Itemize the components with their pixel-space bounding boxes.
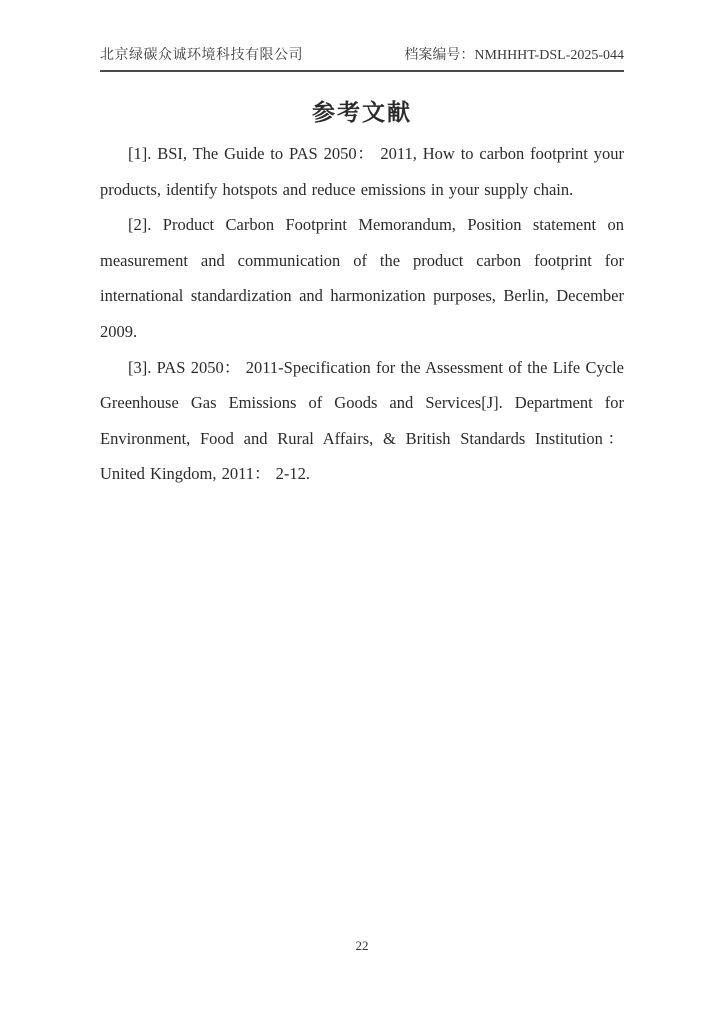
page-title: 参考文献	[312, 100, 412, 125]
company-name: 北京绿碳众诚环境科技有限公司	[100, 48, 303, 63]
page-header	[100, 0, 624, 72]
reference-item-1: [1]. BSI, The Guide to PAS 2050： 2011, How to carbon footprint your products, identify hotspots and reduce emissions in your supply chain.	[100, 144, 624, 199]
references-section	[100, 136, 624, 492]
reference-item-2: [2]. Product Carbon Footprint Memorandum, Position statement on measurement and communication of the product carbon footprint for international standardization and harmonization purposes, Berlin, December 2009.	[100, 215, 624, 341]
page-number: 22	[355, 938, 369, 953]
page-footer	[0, 938, 724, 954]
document-number: 档案编号：NMHHHT-DSL-2025-044	[404, 48, 624, 63]
reference-item-3: [3]. PAS 2050： 2011-Specification for the Assessment of the Life Cycle Greenhouse Gas Emissions of Goods and Services[J]. Department for Environment, Food and Rural Affairs, & British Standards Institution： United Kingdom, 2011： 2-12.	[100, 357, 624, 484]
